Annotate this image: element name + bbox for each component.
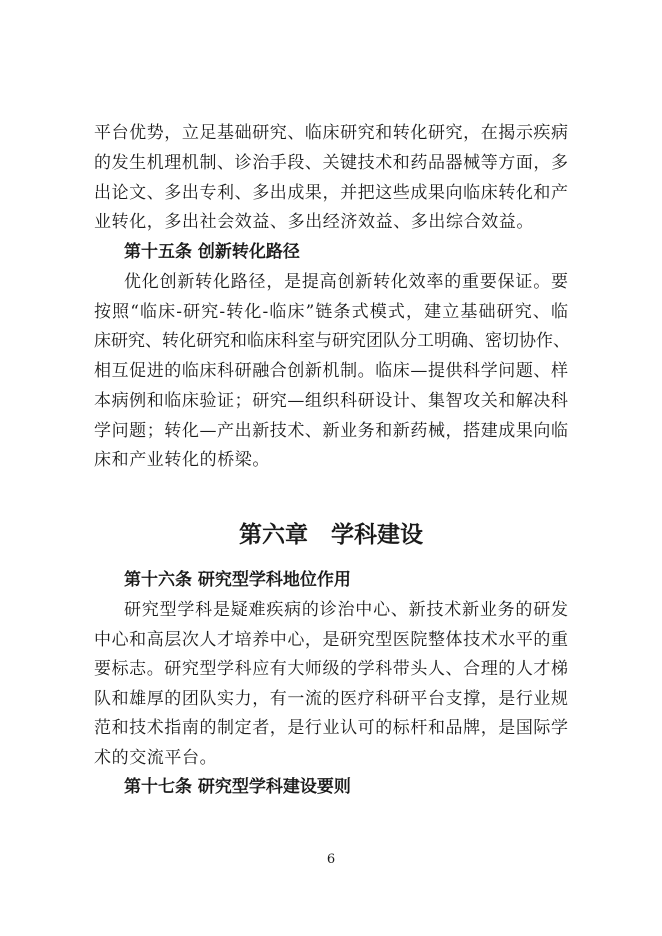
text-line: 优化创新转化路径，是提高创新转化效率的重要保证。要	[124, 272, 568, 292]
text-line: 平台优势，立足基础研究、临床研究和转化研究，在揭示疾病	[94, 123, 568, 143]
text-line: 学问题；转化—产出新技术、新业务和新药械，搭建成果向临	[94, 421, 568, 441]
text-line: 术的交流平台。	[94, 748, 218, 768]
text-line: 床研究、转化研究和临床科室与研究团队分工明确、密切协作、	[94, 331, 570, 351]
section-heading: 第十五条 创新转化路径	[124, 242, 300, 262]
text-line: 中心和高层次人才培养中心，是研究型医院整体技术水平的重	[94, 630, 568, 650]
text-line: 本病例和临床验证；研究—组织科研设计、集智攻关和解决科	[94, 391, 568, 411]
section-heading: 第十七条 研究型学科建设要则	[124, 777, 351, 797]
text-line: 要标志。研究型学科应有大师级的学科带头人、合理的人才梯	[94, 659, 568, 679]
text-line: 床和产业转化的桥梁。	[94, 450, 270, 470]
text-line: 研究型学科是疑难疾病的诊治中心、新技术新业务的研发	[124, 600, 568, 620]
text-line: 队和雄厚的团队实力，有一流的医疗科研平台支撑，是行业规	[94, 689, 568, 709]
text-line: 的发生机理机制、诊治手段、关键技术和药品器械等方面，多	[94, 153, 568, 173]
text-line: 出论文、多出专利、多出成果，并把这些成果向临床转化和产	[94, 183, 568, 203]
chapter-title: 第六章 学科建设	[239, 522, 423, 548]
text-line: 相互促进的临床科研融合创新机制。临床—提供科学问题、样	[94, 361, 568, 381]
text-line: 按照“临床-研究-转化-临床”链条式模式，建立基础研究、临	[94, 302, 568, 322]
text-line: 范和技术指南的制定者，是行业认可的标杆和品牌，是国际学	[94, 718, 568, 738]
section-heading: 第十六条 研究型学科地位作用	[124, 570, 351, 590]
text-line: 业转化，多出社会效益、多出经济效益、多出综合效益。	[94, 212, 534, 232]
page-number: 6	[326, 852, 336, 867]
